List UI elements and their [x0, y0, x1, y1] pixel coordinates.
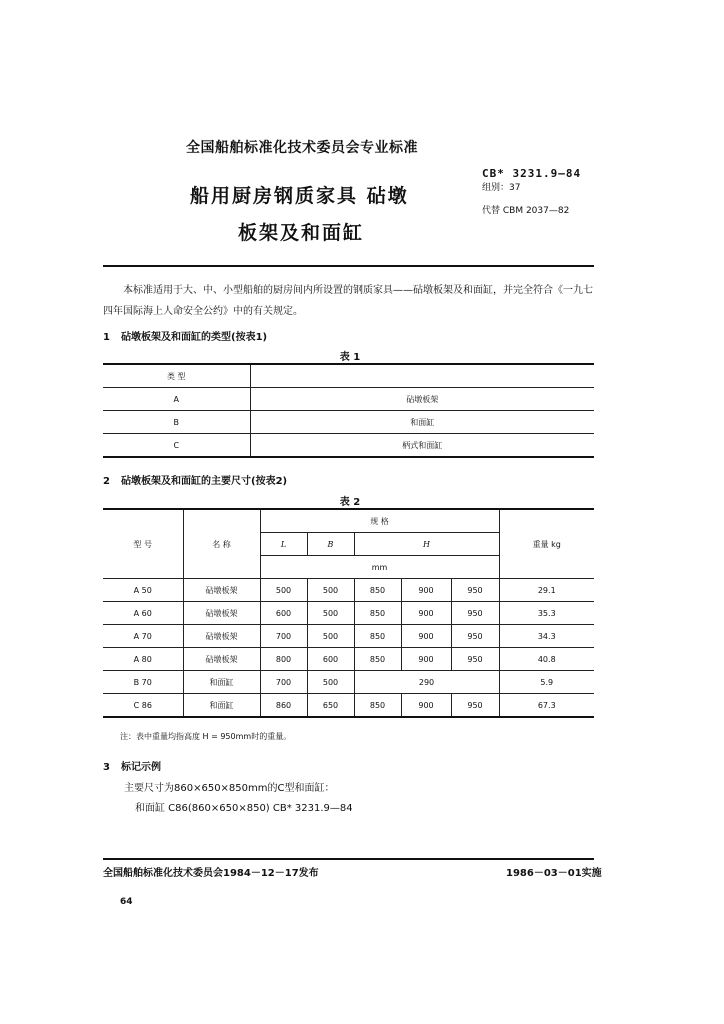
table-cell: 500	[307, 602, 354, 625]
table-header-cell: mm	[260, 556, 499, 579]
table-cell: 700	[260, 625, 307, 648]
table-cell: 34.3	[499, 625, 594, 648]
table-cell: 67.3	[499, 694, 594, 718]
section-2-heading	[103, 472, 287, 487]
issue-date: 全国船舶标准化技术委员会1984－12－17发布	[103, 868, 319, 879]
table-cell: 砧墩板架	[183, 602, 260, 625]
table-cell: 950	[451, 648, 499, 671]
section-3-heading	[103, 758, 161, 773]
scope-paragraph: 本标准适用于大、中、小型船舶的厨房间内所设置的钢质家具——砧墩板架及和面缸，并完全符合《一九七四年国际海上人命安全公约》中的有关规定。	[103, 285, 593, 317]
table-cell: 600	[260, 602, 307, 625]
top-rule	[103, 265, 594, 267]
table-cell: 柄式和面缸	[250, 434, 594, 458]
table-row	[103, 579, 594, 602]
issuing-organization: 全国船舶标准化技术委员会专业标准	[186, 140, 418, 156]
table-cell: 650	[307, 694, 354, 718]
table-cell: 950	[451, 579, 499, 602]
table-cell: 700	[260, 671, 307, 694]
table-cell: C	[103, 434, 250, 458]
table-row	[103, 602, 594, 625]
table-cell: 950	[451, 602, 499, 625]
section-2-number: 2	[103, 476, 110, 487]
table-cell: 850	[354, 694, 401, 718]
section-3-title: 标记示例	[121, 762, 161, 773]
bottom-rule	[103, 858, 594, 860]
table-row	[103, 364, 594, 388]
table-cell: 900	[401, 579, 451, 602]
section-2-title: 砧墩板架及和面缸的主要尺寸(按表2)	[121, 476, 288, 487]
table-cell: A 80	[103, 648, 183, 671]
table-cell: B	[103, 411, 250, 434]
table-header-cell	[250, 364, 594, 388]
table-cell: 900	[401, 625, 451, 648]
table-cell: 500	[307, 625, 354, 648]
table-cell: 850	[354, 579, 401, 602]
table-row	[103, 388, 594, 411]
table-cell: 砧墩板架	[250, 388, 594, 411]
table-cell: 900	[401, 648, 451, 671]
table-header-cell: H	[354, 533, 499, 556]
table-row	[103, 648, 594, 671]
table-row	[103, 694, 594, 718]
table-cell: 500	[307, 671, 354, 694]
table-cell: 29.1	[499, 579, 594, 602]
table-cell: 290	[354, 671, 499, 694]
section-3-number: 3	[103, 762, 110, 773]
table-cell: 500	[307, 579, 354, 602]
table-row	[103, 671, 594, 694]
table-2-caption: 表 2	[339, 497, 361, 508]
table-header-cell: B	[307, 533, 354, 556]
table-cell: 850	[354, 602, 401, 625]
table-1	[103, 363, 594, 458]
table-cell: 35.3	[499, 602, 594, 625]
section-1-number: 1	[103, 332, 110, 343]
table-cell: A 60	[103, 602, 183, 625]
group-number: 组别：37	[482, 183, 521, 193]
marking-example-description: 主要尺寸为860×650×850mm的C型和面缸：	[124, 783, 335, 794]
table-cell: 800	[260, 648, 307, 671]
table-cell: B 70	[103, 671, 183, 694]
table-cell: A	[103, 388, 250, 411]
table-cell: 900	[401, 602, 451, 625]
table-cell: 850	[354, 648, 401, 671]
table-cell: 950	[451, 694, 499, 718]
table-cell: 900	[401, 694, 451, 718]
table-header-cell: 类 型	[103, 364, 250, 388]
table-cell: 砧墩板架	[183, 579, 260, 602]
standard-title-line2: 板架及和面缸	[238, 222, 365, 244]
table-cell: 950	[451, 625, 499, 648]
standard-number: CB* 3231.9—84	[482, 167, 582, 180]
table-cell: 和面缸	[183, 694, 260, 718]
table-cell: 和面缸	[183, 671, 260, 694]
section-1-title: 砧墩板架及和面缸的类型(按表1)	[121, 332, 268, 343]
page-number: 64	[120, 897, 133, 907]
table-row	[103, 434, 594, 458]
table-row	[103, 625, 594, 648]
table-cell: 860	[260, 694, 307, 718]
implementation-date: 1986－03－01实施	[506, 868, 602, 879]
table-cell: 40.8	[499, 648, 594, 671]
table-cell: 砧墩板架	[183, 625, 260, 648]
table-cell: 5.9	[499, 671, 594, 694]
table-row	[103, 411, 594, 434]
table-cell: C 86	[103, 694, 183, 718]
table-cell: 600	[307, 648, 354, 671]
table-header-cell: L	[260, 533, 307, 556]
section-1-heading	[103, 328, 267, 343]
table-row	[103, 509, 594, 533]
table-cell: 850	[354, 625, 401, 648]
table-2	[103, 508, 594, 718]
table-header-cell: 规 格	[260, 509, 499, 533]
marking-example-code: 和面缸 C86(860×650×850) CB* 3231.9—84	[135, 803, 353, 814]
table-cell: 和面缸	[250, 411, 594, 434]
table-cell: A 50	[103, 579, 183, 602]
table-header-cell: 型 号	[103, 509, 183, 579]
table-cell: 500	[260, 579, 307, 602]
standard-title-line1: 船用厨房钢质家具 砧墩	[190, 185, 409, 207]
table-2-note: 注：表中重量均指高度 H = 950mm时的重量。	[120, 732, 292, 741]
replaces-standard: 代替 CBM 2037—82	[482, 206, 570, 216]
table-header-cell: 名 称	[183, 509, 260, 579]
table-header-cell: 重量 kg	[499, 509, 594, 579]
table-cell: 砧墩板架	[183, 648, 260, 671]
table-cell: A 70	[103, 625, 183, 648]
table-1-caption: 表 1	[339, 352, 361, 363]
